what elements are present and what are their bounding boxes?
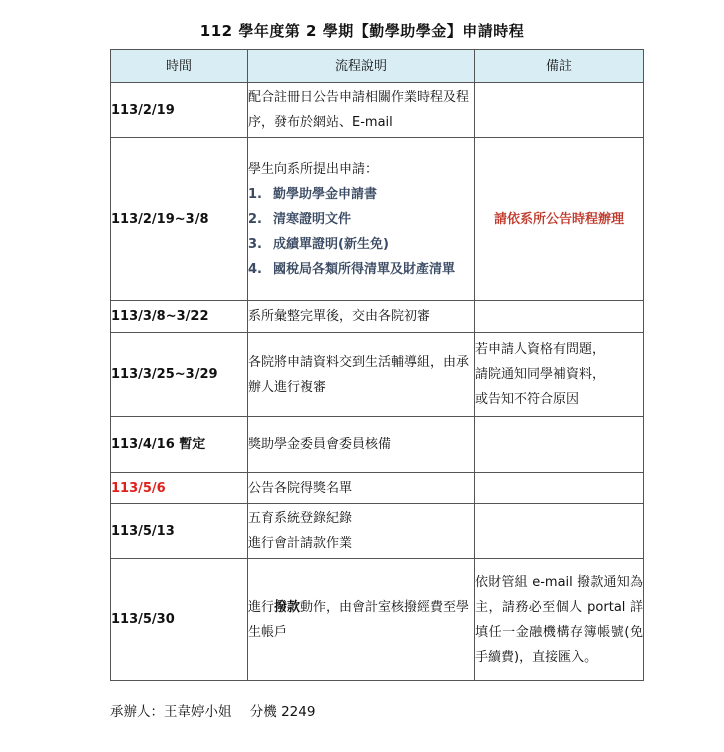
row-note: [475, 473, 644, 504]
row-desc: 五育系統登錄紀錄 進行會計請款作業: [248, 504, 475, 559]
table-row: [111, 301, 644, 333]
table-row: [111, 333, 644, 417]
list-item: 2. 清寒證明文件: [248, 211, 352, 227]
row-desc: 配合註冊日公告申請相關作業時程及程序，發布於網站、E-mail: [248, 83, 475, 138]
row-time: 113/5/6: [111, 473, 248, 504]
row-time: 113/3/8~3/22: [111, 301, 248, 333]
row-time: 113/2/19: [111, 83, 248, 138]
table-row: [111, 417, 644, 473]
header-time: 時間: [111, 50, 248, 83]
table-row: [111, 473, 644, 504]
row-desc: 進行撥款動作，由會計室核撥經費至學生帳戶: [248, 559, 475, 681]
table-row: [111, 138, 644, 301]
row-time: 113/5/30: [111, 559, 248, 681]
table-row: [111, 504, 644, 559]
row-note: 若申請人資格有問題， 請院通知同學補資料， 或告知不符合原因: [475, 333, 644, 417]
table-row: [111, 559, 644, 681]
required-documents-list: [248, 182, 474, 282]
table-header-row: [111, 50, 644, 83]
row-note: 請依系所公告時程辦理: [475, 138, 644, 301]
row-time: 113/2/19~3/8: [111, 138, 248, 301]
list-item: 3. 成績單證明(新生免): [248, 236, 389, 252]
contact-person: 承辦人：王韋婷小姐: [110, 704, 232, 720]
contact-extension: 分機 2249: [249, 704, 316, 720]
header-note: 備註: [475, 50, 644, 83]
row-time: 113/3/25~3/29: [111, 333, 248, 417]
row-note: [475, 301, 644, 333]
table-row: [111, 83, 644, 138]
schedule-table: [110, 49, 644, 681]
row-note: 依財管組 e-mail 撥款通知為主，請務必至個人 portal 詳填任一金融機構存簿帳號(免手續費)，直接匯入。: [475, 559, 644, 681]
page-title: 112 學年度第 2 學期【勤學助學金】申請時程: [199, 22, 525, 40]
disbursement-emphasis: 撥款: [274, 599, 301, 615]
row-note: [475, 504, 644, 559]
row-desc: 獎助學金委員會委員核備: [248, 417, 475, 473]
row-time: 113/5/13: [111, 504, 248, 559]
row-time: 113/4/16 暫定: [111, 417, 248, 473]
row-note: [475, 83, 644, 138]
list-item: 4. 國稅局各類所得清單及財產清單: [248, 261, 456, 277]
row-desc: [248, 138, 475, 301]
row-desc: 公告各院得獎名單: [248, 473, 475, 504]
header-process: 流程說明: [248, 50, 475, 83]
row-desc: 系所彙整完單後，交由各院初審: [248, 301, 475, 333]
row-desc: 各院將申請資料交到生活輔導組，由承辦人進行複審: [248, 333, 475, 417]
list-item: 1. 勤學助學金申請書: [248, 186, 378, 202]
desc-intro: 學生向系所提出申請：: [248, 161, 379, 177]
row-note: [475, 417, 644, 473]
contact-footer: [110, 700, 315, 720]
